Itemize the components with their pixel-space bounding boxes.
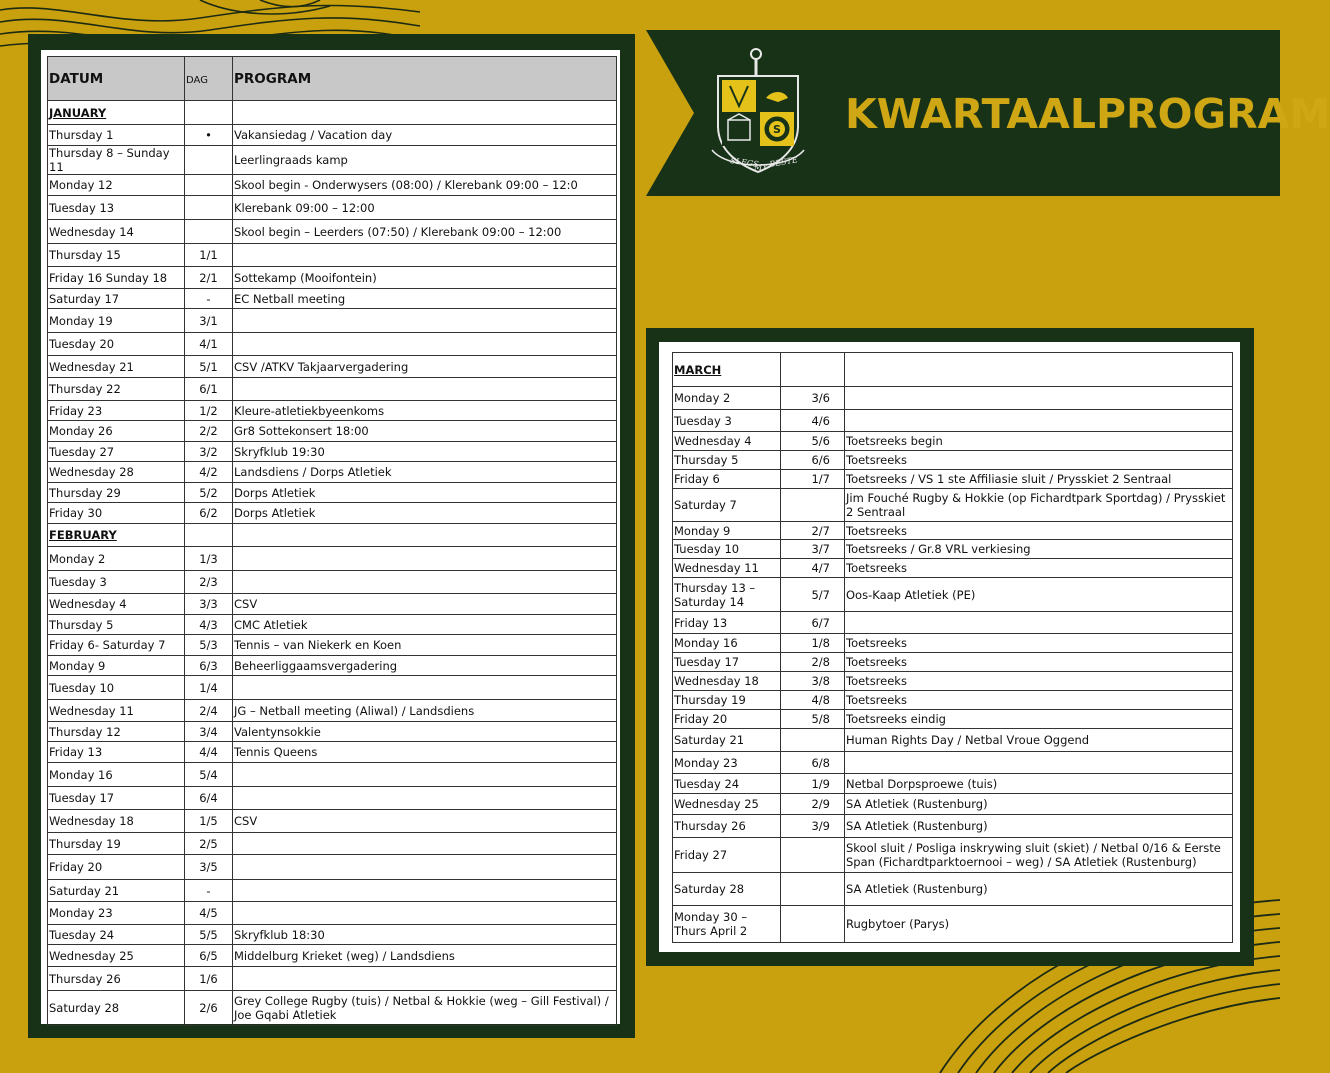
datum-cell: Wednesday 4 <box>48 594 185 615</box>
dag-cell <box>185 146 233 175</box>
datum-cell: Thursday 15 <box>48 244 185 267</box>
table-row <box>48 722 617 742</box>
dag-cell: 6/1 <box>185 378 233 401</box>
datum-cell: Friday 6 <box>673 470 781 489</box>
datum-cell: Thursday 8 – Sunday 11 <box>48 146 185 175</box>
datum-cell: Monday 2 <box>48 547 185 571</box>
dag-cell <box>185 101 233 125</box>
table-row <box>48 615 617 635</box>
datum-cell: Thursday 12 <box>48 722 185 742</box>
table-row <box>48 635 617 656</box>
dag-cell: 5/3 <box>185 635 233 656</box>
dag-cell: 2/1 <box>185 267 233 289</box>
program-cell: Dorps Atletiek <box>233 483 617 503</box>
dag-cell: 1/6 <box>185 967 233 991</box>
program-cell: SA Atletiek (Rustenburg) <box>845 815 1233 838</box>
datum-cell: Tuesday 24 <box>673 774 781 794</box>
datum-cell: Tuesday 24 <box>48 925 185 945</box>
datum-cell: Tuesday 3 <box>48 571 185 594</box>
table-row <box>673 489 1233 522</box>
table-row <box>48 571 617 594</box>
table-row <box>673 774 1233 794</box>
table-row <box>48 700 617 722</box>
table-row <box>48 462 617 483</box>
datum-cell: Tuesday 3 <box>673 410 781 432</box>
datum-cell: Wednesday 21 <box>48 356 185 378</box>
datum-cell: Saturday 21 <box>48 880 185 902</box>
program-cell: Toetsreeks / Gr.8 VRL verkiesing <box>845 540 1233 559</box>
header-datum: DATUM <box>48 57 185 101</box>
program-cell: Toetsreeks begin <box>845 432 1233 451</box>
dag-cell: 3/2 <box>185 442 233 462</box>
program-cell: Valentynsokkie <box>233 722 617 742</box>
datum-cell: Wednesday 25 <box>48 945 185 967</box>
program-cell: Jim Fouché Rugby & Hokkie (op Fichardtpark Sportdag) / Prysskiet 2 Sentraal <box>845 489 1233 522</box>
dag-cell: 5/1 <box>185 356 233 378</box>
table-row <box>48 810 617 833</box>
schedule-table-jan-feb <box>47 56 617 1026</box>
dag-cell <box>185 220 233 244</box>
datum-cell: Monday 23 <box>673 752 781 774</box>
program-cell: Toetsreeks <box>845 451 1233 470</box>
program-cell: Toetsreeks <box>845 672 1233 691</box>
datum-cell: Friday 23 <box>48 401 185 421</box>
table-row <box>673 470 1233 489</box>
datum-cell: Monday 2 <box>673 387 781 410</box>
program-cell <box>233 902 617 925</box>
program-cell: CMC Atletiek <box>233 615 617 635</box>
month-label: JANUARY <box>48 101 185 125</box>
dag-cell: 1/4 <box>185 676 233 700</box>
table-row <box>48 125 617 146</box>
program-cell: Skryfklub 19:30 <box>233 442 617 462</box>
datum-cell: Monday 26 <box>48 421 185 442</box>
datum-cell: Tuesday 17 <box>48 787 185 810</box>
motto-text-1: SLEGS <box>729 156 760 169</box>
program-cell: Skool sluit / Posliga inskrywing sluit (skiet) / Netbal 0/16 & Eerste Span (Fichardtparktoernooi – weg) / SA Atletiek (Rustenburg) <box>845 838 1233 873</box>
dag-cell: 3/9 <box>781 815 845 838</box>
dag-cell: 6/8 <box>781 752 845 774</box>
dag-cell <box>781 729 845 752</box>
datum-cell: Monday 23 <box>48 902 185 925</box>
dag-cell: - <box>185 289 233 309</box>
header-program: PROGRAM <box>233 57 617 101</box>
datum-cell: Thursday 22 <box>48 378 185 401</box>
table-row <box>673 410 1233 432</box>
table-row <box>48 742 617 763</box>
datum-cell: Tuesday 17 <box>673 653 781 672</box>
dag-cell: 2/8 <box>781 653 845 672</box>
table-row <box>48 833 617 855</box>
program-cell <box>845 353 1233 387</box>
table-row <box>48 925 617 945</box>
dag-cell: - <box>185 880 233 902</box>
program-cell <box>845 752 1233 774</box>
program-cell: Kleure-atletiekbyeenkoms <box>233 401 617 421</box>
datum-cell: Friday 16 Sunday 18 <box>48 267 185 289</box>
table-row <box>48 763 617 787</box>
dag-cell <box>781 906 845 943</box>
program-cell: Toetsreeks / VS 1 ste Affiliasie sluit / Prysskiet 2 Sentraal <box>845 470 1233 489</box>
dag-cell: 4/4 <box>185 742 233 763</box>
motto-text-2: MY <box>754 163 768 172</box>
dag-cell: • <box>185 125 233 146</box>
datum-cell: Saturday 7 <box>673 489 781 522</box>
table-row <box>48 656 617 676</box>
schedule-table-march <box>672 352 1233 943</box>
program-cell <box>233 763 617 787</box>
datum-cell: Friday 27 <box>673 838 781 873</box>
program-cell <box>233 571 617 594</box>
month-heading-row <box>48 101 617 125</box>
dag-cell: 6/4 <box>185 787 233 810</box>
dag-cell: 1/1 <box>185 244 233 267</box>
program-cell: Leerlingraads kamp <box>233 146 617 175</box>
datum-cell: Thursday 26 <box>48 967 185 991</box>
datum-cell: Thursday 19 <box>48 833 185 855</box>
table-row <box>673 838 1233 873</box>
header-dag: DAG <box>185 57 233 101</box>
dag-cell: 3/1 <box>185 309 233 333</box>
datum-cell: Wednesday 11 <box>48 700 185 722</box>
datum-cell: Saturday 17 <box>48 289 185 309</box>
datum-cell: Friday 13 <box>673 612 781 634</box>
datum-cell: Friday 6- Saturday 7 <box>48 635 185 656</box>
dag-cell: 4/2 <box>185 462 233 483</box>
datum-cell: Thursday 5 <box>48 615 185 635</box>
table-row <box>673 612 1233 634</box>
datum-cell: Thursday 5 <box>673 451 781 470</box>
datum-cell: Tuesday 10 <box>48 676 185 700</box>
table-row <box>48 855 617 880</box>
dag-cell <box>185 524 233 547</box>
dag-cell: 4/6 <box>781 410 845 432</box>
program-cell: Toetsreeks eindig <box>845 710 1233 729</box>
dag-cell <box>781 353 845 387</box>
dag-cell: 2/9 <box>781 794 845 815</box>
table-row <box>48 401 617 421</box>
table-row <box>48 945 617 967</box>
program-cell: EC Netball meeting <box>233 289 617 309</box>
program-cell: Grey College Rugby (tuis) / Netbal & Hokkie (weg – Gill Festival) / Joe Gqabi Atletiek <box>233 991 617 1026</box>
dag-cell: 4/7 <box>781 559 845 578</box>
dag-cell: 1/8 <box>781 634 845 653</box>
dag-cell: 5/6 <box>781 432 845 451</box>
dag-cell: 5/8 <box>781 710 845 729</box>
table-row <box>48 146 617 175</box>
dag-cell: 2/7 <box>781 522 845 540</box>
table-row <box>48 421 617 442</box>
dag-cell: 3/3 <box>185 594 233 615</box>
program-cell: Tennis Queens <box>233 742 617 763</box>
program-cell <box>233 855 617 880</box>
program-cell <box>233 309 617 333</box>
dag-cell <box>185 175 233 196</box>
table-row <box>48 378 617 401</box>
dag-cell <box>781 489 845 522</box>
program-cell <box>233 244 617 267</box>
table-row <box>673 672 1233 691</box>
program-cell: Rugbytoer (Parys) <box>845 906 1233 943</box>
table-row <box>48 547 617 571</box>
dag-cell: 4/5 <box>185 902 233 925</box>
datum-cell: Tuesday 10 <box>673 540 781 559</box>
datum-cell: Thursday 13 – Saturday 14 <box>673 578 781 612</box>
datum-cell: Friday 30 <box>48 503 185 524</box>
datum-cell: Saturday 21 <box>673 729 781 752</box>
datum-cell: Wednesday 18 <box>48 810 185 833</box>
datum-cell: Friday 20 <box>673 710 781 729</box>
dag-cell: 5/7 <box>781 578 845 612</box>
table-row <box>48 676 617 700</box>
dag-cell: 3/8 <box>781 672 845 691</box>
program-cell: JG – Netball meeting (Aliwal) / Landsdiens <box>233 700 617 722</box>
dag-cell: 4/8 <box>781 691 845 710</box>
program-cell: CSV /ATKV Takjaarvergadering <box>233 356 617 378</box>
program-cell: Toetsreeks <box>845 634 1233 653</box>
datum-cell: Monday 30 – Thurs April 2 <box>673 906 781 943</box>
dag-cell: 3/6 <box>781 387 845 410</box>
program-cell <box>845 612 1233 634</box>
motto-text-3: BESTE <box>768 155 799 169</box>
datum-cell: Thursday 29 <box>48 483 185 503</box>
table-row <box>673 752 1233 774</box>
month-heading-row <box>673 353 1233 387</box>
program-cell: Sottekamp (Mooifontein) <box>233 267 617 289</box>
program-cell <box>233 967 617 991</box>
datum-cell: Wednesday 25 <box>673 794 781 815</box>
table-row <box>48 289 617 309</box>
school-crest-logo <box>708 46 808 180</box>
table-row <box>673 815 1233 838</box>
program-cell <box>845 410 1233 432</box>
datum-cell: Thursday 1 <box>48 125 185 146</box>
datum-cell: Friday 20 <box>48 855 185 880</box>
table-row <box>48 267 617 289</box>
program-cell <box>233 787 617 810</box>
program-cell: Dorps Atletiek <box>233 503 617 524</box>
datum-cell: Wednesday 4 <box>673 432 781 451</box>
program-cell: SA Atletiek (Rustenburg) <box>845 873 1233 906</box>
program-cell <box>233 676 617 700</box>
table-row <box>48 244 617 267</box>
dag-cell: 2/3 <box>185 571 233 594</box>
program-cell: Beheerliggaamsvergadering <box>233 656 617 676</box>
table-row <box>48 175 617 196</box>
dag-cell <box>185 196 233 220</box>
table-row <box>673 559 1233 578</box>
program-cell <box>233 101 617 125</box>
datum-cell: Tuesday 20 <box>48 333 185 356</box>
program-cell: Skool begin – Leerders (07:50) / Klerebank 09:00 – 12:00 <box>233 220 617 244</box>
table-row <box>48 442 617 462</box>
dag-cell: 5/4 <box>185 763 233 787</box>
table-row <box>48 787 617 810</box>
dag-cell: 5/2 <box>185 483 233 503</box>
program-cell <box>233 524 617 547</box>
dag-cell: 2/6 <box>185 991 233 1026</box>
dag-cell: 6/6 <box>781 451 845 470</box>
program-cell <box>233 833 617 855</box>
dag-cell: 6/5 <box>185 945 233 967</box>
table-row <box>673 522 1233 540</box>
program-cell: Toetsreeks <box>845 691 1233 710</box>
datum-cell: Wednesday 11 <box>673 559 781 578</box>
table-row <box>48 483 617 503</box>
program-cell <box>233 880 617 902</box>
month-heading-row <box>48 524 617 547</box>
table-row <box>673 653 1233 672</box>
program-cell <box>233 333 617 356</box>
dag-cell: 1/7 <box>781 470 845 489</box>
table-row <box>48 902 617 925</box>
dag-cell: 3/4 <box>185 722 233 742</box>
page-title: KWARTAALPROGRAM <box>845 90 1330 138</box>
table-row <box>673 691 1233 710</box>
datum-cell: Monday 19 <box>48 309 185 333</box>
datum-cell: Monday 16 <box>48 763 185 787</box>
datum-cell: Monday 16 <box>673 634 781 653</box>
table-row <box>673 794 1233 815</box>
dag-cell: 4/3 <box>185 615 233 635</box>
table-row <box>673 387 1233 410</box>
dag-cell: 5/5 <box>185 925 233 945</box>
datum-cell: Monday 9 <box>48 656 185 676</box>
datum-cell: Wednesday 28 <box>48 462 185 483</box>
program-cell <box>845 387 1233 410</box>
datum-cell: Monday 12 <box>48 175 185 196</box>
table-row <box>673 578 1233 612</box>
program-cell: Skool begin - Onderwysers (08:00) / Klerebank 09:00 – 12:0 <box>233 175 617 196</box>
program-cell: SA Atletiek (Rustenburg) <box>845 794 1233 815</box>
table-row <box>673 906 1233 943</box>
dag-cell: 6/2 <box>185 503 233 524</box>
datum-cell: Friday 13 <box>48 742 185 763</box>
table-row <box>48 220 617 244</box>
program-cell: Netbal Dorpsproewe (tuis) <box>845 774 1233 794</box>
table-row <box>48 309 617 333</box>
dag-cell: 1/2 <box>185 401 233 421</box>
month-label: MARCH <box>673 353 781 387</box>
table-row <box>48 594 617 615</box>
table-row <box>48 503 617 524</box>
table-row <box>673 634 1233 653</box>
datum-cell: Saturday 28 <box>673 873 781 906</box>
program-cell: CSV <box>233 810 617 833</box>
program-cell: Vakansiedag / Vacation day <box>233 125 617 146</box>
svg-text:S: S <box>773 123 781 136</box>
program-cell: Oos-Kaap Atletiek (PE) <box>845 578 1233 612</box>
dag-cell: 3/5 <box>185 855 233 880</box>
datum-cell: Tuesday 13 <box>48 196 185 220</box>
table-row <box>48 967 617 991</box>
dag-cell: 1/5 <box>185 810 233 833</box>
table-row <box>48 196 617 220</box>
program-cell: Gr8 Sottekonsert 18:00 <box>233 421 617 442</box>
program-cell: Toetsreeks <box>845 522 1233 540</box>
program-cell: Toetsreeks <box>845 559 1233 578</box>
datum-cell: Tuesday 27 <box>48 442 185 462</box>
table-row <box>673 540 1233 559</box>
table-row <box>48 991 617 1026</box>
dag-cell: 2/4 <box>185 700 233 722</box>
program-cell <box>233 547 617 571</box>
datum-cell: Thursday 26 <box>673 815 781 838</box>
program-cell: Human Rights Day / Netbal Vroue Oggend <box>845 729 1233 752</box>
datum-cell: Monday 9 <box>673 522 781 540</box>
table-row <box>673 432 1233 451</box>
datum-cell: Wednesday 14 <box>48 220 185 244</box>
dag-cell: 1/3 <box>185 547 233 571</box>
program-cell: Landsdiens / Dorps Atletiek <box>233 462 617 483</box>
month-label: FEBRUARY <box>48 524 185 547</box>
dag-cell: 4/1 <box>185 333 233 356</box>
dag-cell: 6/7 <box>781 612 845 634</box>
dag-cell <box>781 838 845 873</box>
table-row <box>48 356 617 378</box>
dag-cell: 6/3 <box>185 656 233 676</box>
datum-cell: Thursday 19 <box>673 691 781 710</box>
dag-cell: 1/9 <box>781 774 845 794</box>
dag-cell: 2/2 <box>185 421 233 442</box>
table-row <box>673 873 1233 906</box>
dag-cell: 2/5 <box>185 833 233 855</box>
table-row <box>673 451 1233 470</box>
program-cell: Middelburg Krieket (weg) / Landsdiens <box>233 945 617 967</box>
table-row <box>673 710 1233 729</box>
table-row <box>673 729 1233 752</box>
table-header-row <box>48 57 617 101</box>
dag-cell <box>781 873 845 906</box>
datum-cell: Wednesday 18 <box>673 672 781 691</box>
program-cell: Toetsreeks <box>845 653 1233 672</box>
table-row <box>48 333 617 356</box>
program-cell: Tennis – van Niekerk en Koen <box>233 635 617 656</box>
dag-cell: 3/7 <box>781 540 845 559</box>
datum-cell: Saturday 28 <box>48 991 185 1026</box>
table-row <box>48 880 617 902</box>
program-cell: Klerebank 09:00 – 12:00 <box>233 196 617 220</box>
program-cell: Skryfklub 18:30 <box>233 925 617 945</box>
program-cell <box>233 378 617 401</box>
program-cell: CSV <box>233 594 617 615</box>
